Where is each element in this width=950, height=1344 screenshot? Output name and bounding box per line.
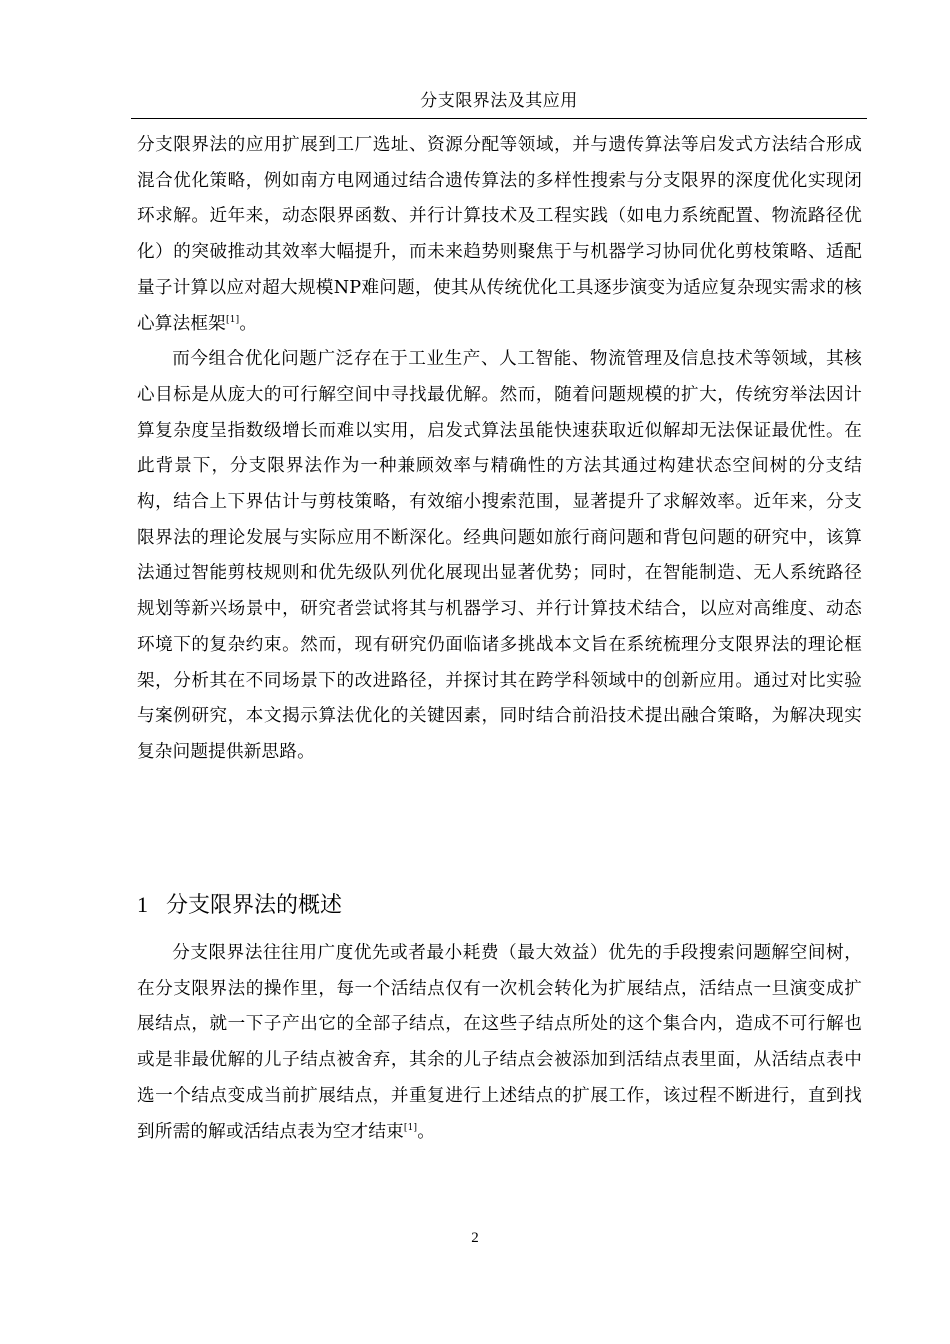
section-1-body — [137, 936, 862, 1150]
running-header-title: 分支限界法及其应用 — [420, 91, 578, 111]
citation-marker: [1] — [225, 314, 240, 325]
section-number: 1 — [137, 892, 148, 917]
section-heading — [137, 885, 342, 926]
intro-section — [137, 128, 862, 771]
intro-paragraph-1-end: 。 — [239, 313, 258, 334]
intro-paragraph-1 — [137, 128, 862, 342]
running-header — [131, 86, 867, 119]
intro-paragraph-2: 而今组合优化问题广泛存在于工业生产、人工智能、物流管理及信息技术等领域，其核心目标是从庞大的可行解空间中寻找最优解。然而，随着问题规模的扩大，传统穷举法因计算复杂度呈指数级增长而难以实用，启发式算法虽能快速获取近似解却无法保证最优性。在此背景下，分支限界法作为一种兼顾效率与精确性的方法其通过构建状态空间树的分支结构，结合上下界估计与剪枝策略，有效缩小搜索范围，显著提升了求解效率。近年来，分支限界法的理论发展与实际应用不断深化。经典问题如旅行商问题和背包问题的研究中，该算法通过智能剪枝规则和优先级队列优化展现出显著优势；同时，在智能制造、无人系统路径规划等新兴场景中，研究者尝试将其与机器学习、并行计算技术结合，以应对高维度、动态环境下的复杂约束。然而，现有研究仍面临诸多挑战本文旨在系统梳理分支限界法的理论框架，分析其在不同场景下的改进路径，并探讨其在跨学科领域中的创新应用。通过对比实验与案例研究，本文揭示算法优化的关键因素，同时结合前沿技术提出融合策略，为解决现实复杂问题提供新思路。 — [137, 349, 862, 762]
section-1-paragraph-text: 分支限界法往往用广度优先或者最小耗费（最大效益）优先的手段搜索问题解空间树，在分支限界法的操作里，每一个活结点仅有一次机会转化为扩展结点，活结点一旦演变成扩展结点，就一下子产出它的全部子结点，在这些子结点所处的这个集合内，造成不可行解也或是非最优解的儿子结点被舍弃，其余的儿子结点会被添加到活结点表里面，从活结点表中选一个结点变成当前扩展结点，并重复进行上述结点的扩展工作，该过程不断进行，直到找到所需的解或活结点表为空才结束 — [137, 943, 862, 1142]
section-1-paragraph-end: 。 — [417, 1121, 436, 1142]
section-title: 分支限界法的概述 — [166, 893, 343, 918]
section-1-paragraph — [137, 936, 862, 1150]
intro-paragraph-1-text: 分支限界法的应用扩展到工厂选址、资源分配等领域，并与遗传算法等启发式方法结合形成混合优化策略，例如南方电网通过结合遗传算法的多样性搜索与分支限界的深度优化实现闭环求解。近年来，动态限界函数、并行计算技术及工程实践（如电力系统配置、物流路径优化）的突破推动其效率大幅提升，而未来趋势则聚焦于与机器学习协同优化剪枝策略、适配量子计算以应对超大规模NP难问题，使其从传统优化工具逐步演变为适应复杂现实需求的核心算法框架 — [137, 135, 862, 334]
citation-marker: [1] — [403, 1122, 418, 1133]
page-number: 2 — [471, 1230, 479, 1246]
